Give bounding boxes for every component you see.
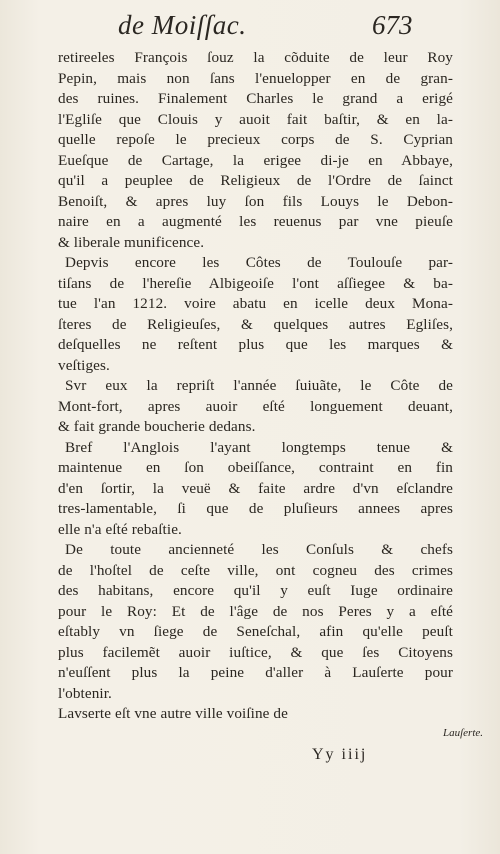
paragraph-start-line: Depvis encore les Côtes de Toulouſe par- — [65, 254, 453, 271]
paragraph-start-line: Bref l'Anglois l'ayant longtemps tenue & — [65, 438, 453, 456]
paragraph-start-line: Svr eux la repriſt l'année ſuiuãte, le Côte de — [65, 377, 453, 394]
paragraph-start-line: Lavserte eſt vne autre ville voiſine de — [58, 705, 288, 722]
text-line: tres-lamentable, ſi que de pluſieurs annees apres — [58, 500, 453, 517]
text-line: veſtiges. — [58, 356, 110, 374]
text-line: l'Egliſe que Clouis y auoit fait baſtir, & en la- — [58, 110, 453, 128]
text-line: l'obtenir. — [58, 684, 112, 702]
text-line: d'en ſortir, la veuë & faite ardre d'vn eſclandre — [58, 479, 453, 497]
running-head: de Moiſſac. — [118, 10, 247, 40]
page-header — [0, 6, 500, 42]
paragraph-start-line: De toute ancienneté les Conſuls & chefs — [65, 541, 453, 558]
text-line: n'euſſent plus la peine d'aller à Lauſerte pour — [58, 664, 453, 681]
text-line: de l'hoſtel de ceſte ville, ont cogneu des crimes — [58, 561, 453, 579]
body-text — [58, 48, 453, 725]
text-line: des ruines. Finalement Charles le grand a erigé — [58, 90, 453, 107]
text-line: pour le Roy: Et de l'âge de nos Peres y a eſté — [58, 602, 453, 620]
text-line: quelle repoſe le precieux corps de S. Cyprian — [58, 131, 453, 148]
text-line: eſtably vn ſiege de Seneſchal, afin qu'elle peuſt — [58, 623, 453, 640]
text-line: naire en a augmenté les reuenus par vne pieuſe — [58, 213, 453, 230]
text-line: Mont-fort, apres auoir eſté longuement deuant, — [58, 397, 453, 415]
margin-note: Lauſerte. — [443, 727, 484, 739]
text-line: retireeles François ſouz la cõduite de leur Roy — [58, 49, 453, 66]
text-line: qu'il a peuplee de Religieux de l'Ordre de ſainct — [58, 172, 453, 189]
text-line: Eueſque de Cartage, la erigee di-je en Abbaye, — [58, 151, 453, 169]
text-line: des habitans, encore qu'il y euſt Iuge ordinaire — [58, 582, 453, 599]
text-line: Pepin, mais non ſans l'enuelopper en de gran- — [58, 69, 453, 87]
page-number: 673 — [372, 10, 413, 40]
text-line: Benoiſt, & apres luy ſon fils Louys le Debon- — [58, 192, 453, 210]
text-line: ſteres de Religieuſes, & quelques autres Egliſes, — [58, 315, 453, 333]
text-line: tiſans de l'hereſie Albigeoiſe l'ont aſſiegee & ba- — [58, 274, 453, 292]
signature-mark: Yy iiij — [312, 746, 368, 763]
text-line: tue l'an 1212. voire abatu en icelle deux Mona- — [58, 295, 453, 312]
text-line: plus facilemẽt auoir iuſtice, & que ſes Citoyens — [58, 643, 453, 661]
text-line: & liberale munificence. — [58, 233, 205, 251]
text-line: maintenue en ſon obeiſſance, contraint en fin — [58, 459, 453, 476]
text-line: & fait grande boucherie dedans. — [58, 418, 256, 435]
text-line: elle n'a eſté rebaſtie. — [58, 520, 182, 538]
text-line: deſquelles ne reſtent plus que les marques & — [58, 336, 453, 353]
